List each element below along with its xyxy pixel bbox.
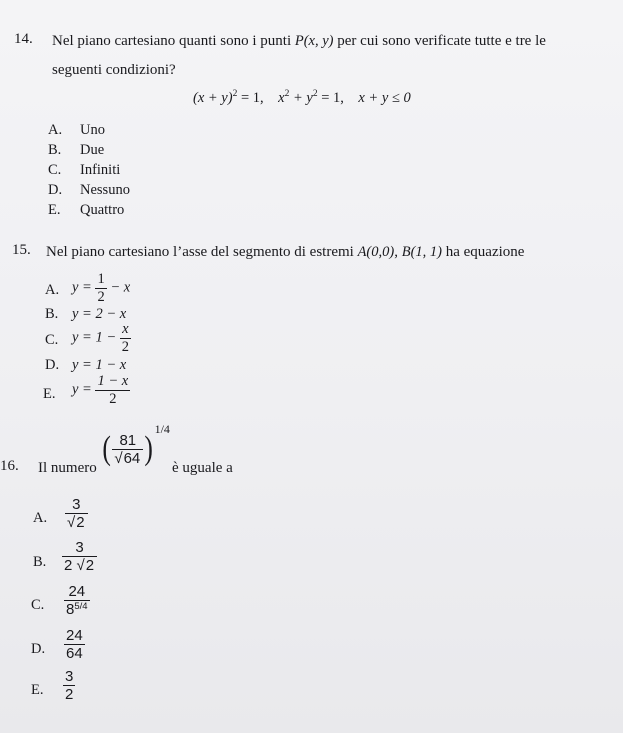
q14-question-line2: seguenti condizioni? [52,62,176,78]
q16-option-e: $\frac{3}{2}$ [65,668,74,703]
q15-number: 15. [12,242,31,258]
q16-option-a: $\frac{3}{√2}$ [65,497,88,530]
q14-option-d: Nessuno [80,182,130,198]
q14-option-e: Quattro [80,202,125,218]
q16-option-d: $\frac{24}{64}$ [66,627,83,662]
q16-number: 16. [0,458,19,474]
q14-condition-2: $x^2 + y^2 = 1$, [278,89,344,106]
q15-option-e-letter: E. [43,386,56,402]
q15-option-a-letter: A. [45,282,60,298]
q14-option-e-letter: E. [48,202,61,218]
q15-option-d: y = 1 − x [72,357,127,373]
q15-option-c-letter: C. [45,332,59,348]
q16-option-e-letter: E. [31,682,44,698]
q15-option-a: y = $\frac{1}{2}$ − x [72,271,131,305]
q15-question: Nel piano cartesiano l’asse del segmento di estremi A(0,0), B(1, 1) ha equazione [46,244,525,260]
q14-option-d-letter: D. [48,182,63,198]
q14-option-b: Due [80,142,105,158]
q16-expression: ( $\frac{81}{√64}$ )$^{1/4}$ [102,421,170,467]
q16-question-start: Il numero [38,460,97,476]
q16-option-d-letter: D. [31,641,46,657]
q16-question-end: è uguale a [172,460,233,476]
q15-option-b: y = 2 − x [72,306,127,322]
q14-option-a: Uno [80,122,105,138]
q14-number: 14. [14,31,33,47]
q14-condition-1: $(x + y)^2 = 1$, [193,89,264,106]
q14-point: P(x, y) [294,33,334,49]
q16-option-a-letter: A. [33,510,48,526]
q14-conditions [193,90,411,107]
q14-option-c-letter: C. [48,162,62,178]
q16-option-b-letter: B. [33,554,47,570]
q14-question-line1: Nel piano cartesiano quanti sono i punti P(x, y) per cui sono verificate tutte e tre le [52,33,546,49]
q16-option-c: $\frac{24}{8^{5/4}}$ [66,583,88,618]
q16-option-b: $\frac{3}{2 √2}$ [62,540,97,573]
q14-option-b-letter: B. [48,142,62,158]
q15-option-c: y = 1 − $\frac{x}{2}$ [72,321,130,355]
q14-option-a-letter: A. [48,122,63,138]
q15-option-e: y = $\frac{1 - x}{2}$ [72,373,129,407]
q14-option-c: Infiniti [80,162,121,178]
q16-option-c-letter: C. [31,597,45,613]
q15-point-a: A(0,0) [357,244,395,260]
q15-option-d-letter: D. [45,357,60,373]
q14-condition-3: x + y ≤ 0 [358,90,411,106]
q15-point-b: B(1, 1) [401,244,442,260]
q15-option-b-letter: B. [45,306,59,322]
